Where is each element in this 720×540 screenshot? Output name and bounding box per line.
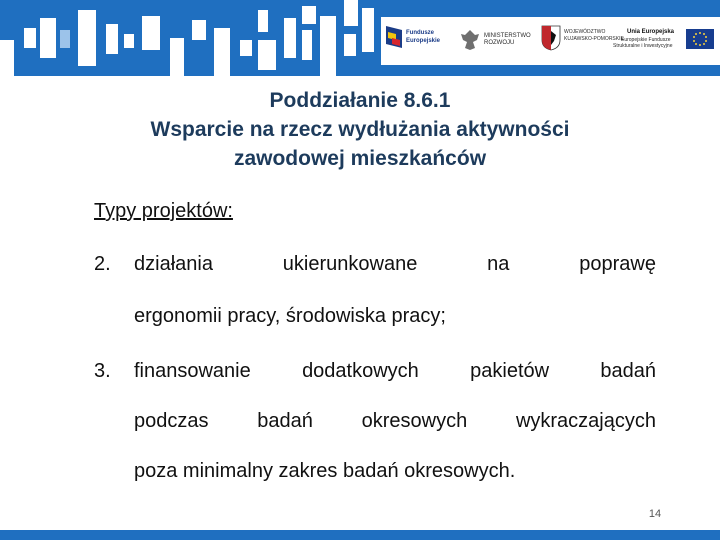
banner-decor-block bbox=[258, 10, 268, 32]
header-banner bbox=[0, 0, 720, 76]
eu-logo-line1: Unia Europejska bbox=[627, 29, 675, 35]
banner-decor-block bbox=[302, 6, 316, 24]
banner-decor-block bbox=[106, 24, 118, 54]
eagle-emblem-icon bbox=[459, 28, 481, 52]
region-logo-line1: WOJEWÓDZTWO bbox=[564, 29, 606, 35]
banner-decor-block bbox=[78, 10, 96, 66]
word: działania bbox=[134, 253, 213, 275]
logo-strip bbox=[381, 17, 720, 65]
list-item-line: poza minimalny zakres badań okresowych. bbox=[134, 460, 516, 482]
banner-decor-block bbox=[170, 38, 184, 76]
word: ukierunkowane bbox=[282, 253, 418, 275]
ministry-logo-line1: MINISTERSTWO bbox=[484, 33, 531, 39]
word: dodatkowych bbox=[302, 360, 419, 382]
project-types-heading: Typy projektów: bbox=[94, 200, 233, 222]
ministry-logo-line2: ROZWOJU bbox=[484, 40, 515, 46]
banner-decor-block bbox=[362, 8, 374, 52]
banner-decor-block bbox=[142, 16, 160, 50]
word: okresowych bbox=[361, 410, 468, 432]
eu-logo-line2: Europejskie Fundusze bbox=[621, 37, 671, 43]
list-item-number: 3. bbox=[94, 360, 111, 382]
word: pakietów bbox=[470, 360, 550, 382]
banner-decor-block bbox=[0, 40, 14, 76]
banner-decor-block bbox=[214, 28, 230, 76]
region-logo-line2: KUJAWSKO-POMORSKIE bbox=[564, 36, 624, 42]
word: wykraczających bbox=[515, 410, 656, 432]
slide-title bbox=[60, 86, 660, 173]
word: badań bbox=[600, 360, 656, 382]
banner-decor-block bbox=[40, 18, 56, 58]
banner-decor-block bbox=[344, 34, 356, 56]
banner-decor-block bbox=[344, 0, 358, 26]
word: poprawę bbox=[579, 253, 656, 275]
region-crest-icon bbox=[541, 25, 561, 51]
list-item-line bbox=[134, 253, 656, 276]
word: na bbox=[487, 253, 510, 275]
list-item-line: ergonomii pracy, środowiska pracy; bbox=[134, 305, 446, 327]
funds-logo-icon bbox=[386, 26, 402, 48]
banner-decor-block bbox=[24, 28, 36, 48]
slide-title-line: zawodowej mieszkańców bbox=[233, 147, 487, 170]
banner-decor-block bbox=[258, 40, 276, 70]
funds-logo-line1: Fundusze bbox=[406, 30, 434, 36]
list-item-line bbox=[134, 360, 656, 383]
banner-decor-block bbox=[320, 16, 336, 76]
banner-decor-block bbox=[284, 18, 296, 58]
eu-flag-icon bbox=[686, 29, 714, 49]
banner-decor-block bbox=[124, 34, 134, 48]
list-item-number: 2. bbox=[94, 253, 111, 275]
word: finansowanie bbox=[134, 360, 251, 382]
slide-title-line: Poddziałanie 8.6.1 bbox=[269, 89, 451, 112]
list-item-line bbox=[134, 410, 656, 433]
word: podczas bbox=[134, 410, 209, 432]
word: badań bbox=[257, 410, 313, 432]
funds-logo-line2: Europejskie bbox=[406, 38, 441, 44]
banner-decor-block bbox=[302, 30, 312, 60]
footer-bar bbox=[0, 530, 720, 540]
banner-decor-block bbox=[60, 30, 70, 48]
slide-title-line: Wsparcie na rzecz wydłużania aktywności bbox=[150, 118, 570, 141]
banner-decor-block bbox=[192, 20, 206, 40]
page-number: 14 bbox=[648, 508, 662, 520]
eu-logo-line3: Strukturalne i Inwestycyjne bbox=[613, 43, 673, 49]
banner-decor-block bbox=[240, 40, 252, 56]
